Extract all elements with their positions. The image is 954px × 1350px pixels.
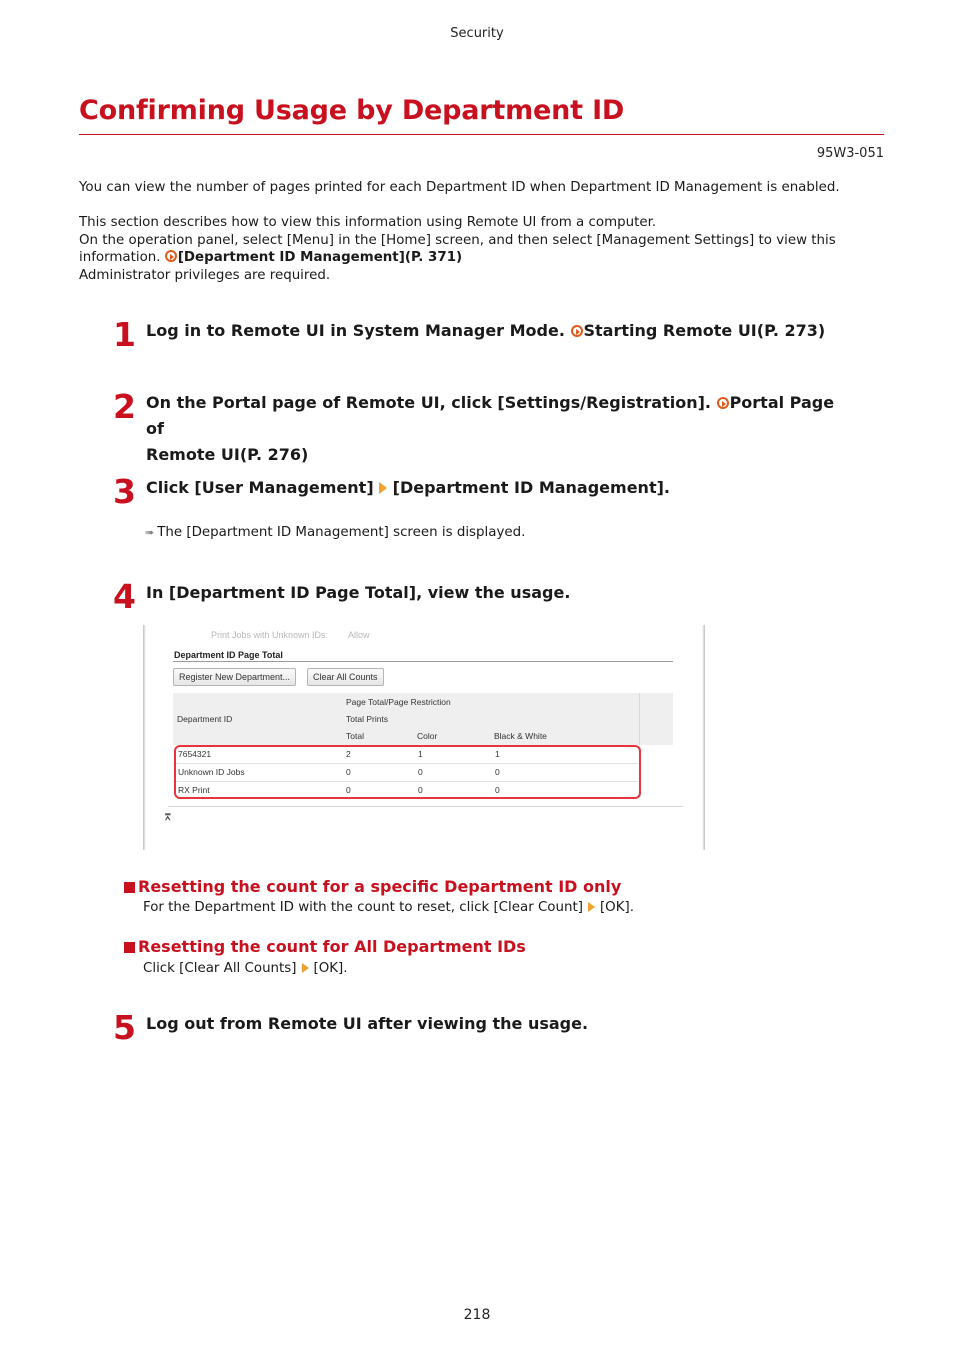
column-color: Color: [417, 731, 438, 741]
row-3-department-id: RX Print: [178, 785, 210, 795]
column-total-prints: Total Prints: [346, 714, 389, 724]
step-2-text: [146, 390, 846, 468]
intro-line-3-text: information.: [79, 250, 161, 265]
row-1-department-id: 7654321: [178, 749, 212, 759]
document-code: 95W3-051: [816, 146, 884, 161]
starting-remote-ui-link-text: Starting Remote UI(P. 273): [583, 321, 826, 340]
step-3-number: 3: [113, 472, 136, 511]
result-arrow-icon: ➠: [145, 526, 155, 539]
intro-line-2: On the operation panel, select [Menu] in the [Home] screen, and then select [Management Settings] to view this: [79, 232, 836, 248]
step-4-number: 4: [113, 577, 136, 616]
step-1-number: 1: [113, 315, 136, 354]
step-5-number: 5: [113, 1008, 136, 1047]
row-2-department-id: Unknown ID Jobs: [178, 767, 245, 777]
step-2-instruction: On the Portal page of Remote UI, click [Settings/Registration].: [146, 393, 711, 412]
row-3-color: 0: [418, 785, 423, 795]
scroll-to-top-icon[interactable]: ⩞: [165, 812, 171, 822]
section-title: Department ID Page Total: [174, 650, 283, 660]
portal-page-link-text-2: Remote UI(P. 276): [146, 445, 309, 464]
screenshot-edge-right: [702, 625, 705, 850]
row-1-total: 2: [346, 749, 351, 759]
reset-all-instruction: [143, 961, 348, 976]
square-bullet-icon: [124, 942, 135, 953]
step-3-instruction-b: [Department ID Management].: [392, 478, 670, 497]
intro-paragraph-2: [79, 214, 879, 284]
column-total: Total: [346, 731, 364, 741]
row-2-color: 0: [418, 767, 423, 777]
next-arrow-icon: [379, 482, 387, 494]
running-header: Security: [450, 26, 504, 41]
step-3-result-text: The [Department ID Management] screen is displayed.: [157, 525, 526, 540]
title-rule: [79, 134, 884, 135]
starting-remote-ui-link[interactable]: [571, 321, 826, 340]
row-2-black-white: 0: [495, 767, 500, 777]
reset-specific-text-a: For the Department ID with the count to reset, click [Clear Count]: [143, 900, 583, 915]
next-arrow-icon: [302, 963, 309, 973]
intro-line-4: Administrator privileges are required.: [79, 267, 331, 283]
dept-id-management-link[interactable]: [165, 250, 462, 265]
reset-specific-instruction: [143, 900, 634, 915]
row-3-total: 0: [346, 785, 351, 795]
reset-all-text-b: [OK].: [313, 961, 348, 976]
step-5-text: Log out from Remote UI after viewing the usage.: [146, 1014, 589, 1033]
sub-heading-reset-all: [124, 937, 526, 956]
column-black-white: Black & White: [494, 731, 547, 741]
step-3-result: [145, 525, 525, 540]
portal-page-link-text: Portal Page of: [146, 393, 835, 438]
step-2-number: 2: [113, 387, 136, 426]
sub-heading-reset-specific-text: Resetting the count for a specific Department ID only: [138, 877, 622, 896]
cross-reference-icon: [165, 250, 177, 262]
cross-reference-icon: [717, 397, 729, 409]
step-3-text: [146, 475, 846, 501]
row-3-black-white: 0: [495, 785, 500, 795]
reset-specific-text-b: [OK].: [599, 900, 634, 915]
section-rule: [173, 661, 673, 662]
intro-line-3: [79, 249, 879, 267]
intro-line-1: This section describes how to view this information using Remote UI from a computer.: [79, 215, 657, 230]
header-column-divider: [639, 693, 640, 745]
dept-id-management-link-text: [Department ID Management](P. 371): [177, 250, 463, 265]
next-arrow-icon: [588, 902, 595, 912]
reset-all-text-a: Click [Clear All Counts]: [143, 961, 297, 976]
step-3-instruction-a: Click [User Management]: [146, 478, 374, 497]
highlight-box: [174, 745, 641, 799]
row-1-color: 1: [418, 749, 423, 759]
faded-value: Allow: [348, 630, 370, 640]
column-group-page-total: Page Total/Page Restriction: [346, 697, 451, 707]
sub-heading-reset-specific: [124, 877, 621, 896]
step-1-instruction: Log in to Remote UI in System Manager Mode.: [146, 321, 565, 340]
faded-label: Print Jobs with Unknown IDs:: [211, 630, 329, 640]
column-department-id: Department ID: [177, 714, 233, 724]
department-id-page-total-screenshot: [143, 625, 705, 850]
table-bottom-rule: [168, 806, 683, 807]
page-title: Confirming Usage by Department ID: [79, 95, 625, 126]
step-4-text: In [Department ID Page Total], view the usage.: [146, 583, 571, 602]
cross-reference-icon: [571, 325, 583, 337]
register-new-department-button[interactable]: Register New Department...: [173, 668, 296, 686]
step-1-text: [146, 318, 846, 344]
square-bullet-icon: [124, 882, 135, 893]
intro-paragraph-1: You can view the number of pages printed for each Department ID when Department ID Management is enabled.: [79, 180, 840, 195]
screenshot-edge-left: [143, 625, 146, 850]
row-2-total: 0: [346, 767, 351, 777]
sub-heading-reset-all-text: Resetting the count for All Department IDs: [138, 937, 526, 956]
page-number: 218: [463, 1307, 491, 1323]
row-1-black-white: 1: [495, 749, 500, 759]
clear-all-counts-button[interactable]: Clear All Counts: [307, 668, 384, 686]
